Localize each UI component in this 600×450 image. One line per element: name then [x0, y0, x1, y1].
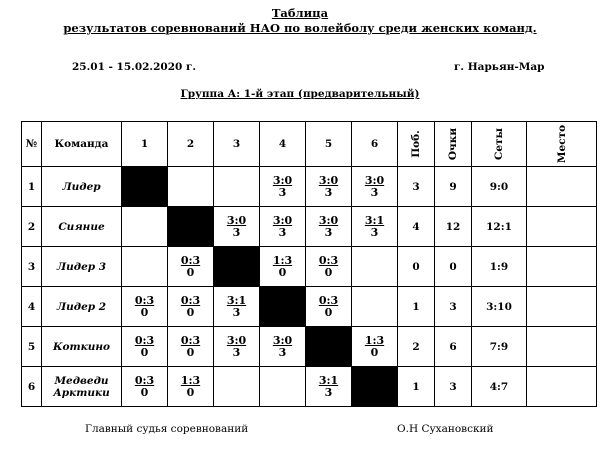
match-score: 0:3 [134, 293, 155, 307]
match-score: 0:3 [180, 333, 201, 347]
wins-value: 3 [398, 167, 435, 207]
match-cell [168, 367, 214, 407]
match-cell [122, 247, 168, 287]
match-points: 0 [140, 385, 149, 399]
sets-value: 7:9 [472, 327, 527, 367]
chief-judge-label: Главный судья соревнований [85, 423, 249, 435]
match-score: 0:3 [180, 293, 201, 307]
document-subtitle: результатов соревнований НАО по волейболу среди женских команд. [63, 21, 537, 35]
match-cell [214, 327, 260, 367]
place-value [527, 207, 597, 247]
match-points: 0 [186, 265, 195, 279]
match-points: 0 [324, 305, 333, 319]
match-cell [168, 287, 214, 327]
match-points: 3 [278, 185, 287, 199]
match-score: 3:0 [226, 213, 247, 227]
group-heading: Группа А: 1-й этап (предварительный) [180, 88, 420, 100]
match-result [135, 335, 154, 359]
match-cell [214, 167, 260, 207]
place-value [527, 247, 597, 287]
header-team: Команда [42, 122, 122, 167]
wins-value: 0 [398, 247, 435, 287]
header-wins [398, 122, 435, 167]
match-result [319, 375, 338, 399]
team-number: 5 [22, 327, 42, 367]
self-match-cell [260, 287, 306, 327]
place-value [527, 367, 597, 407]
match-result [273, 215, 292, 239]
match-points: 3 [324, 225, 333, 239]
match-cell [306, 207, 352, 247]
match-result [319, 175, 338, 199]
match-points: 3 [324, 185, 333, 199]
match-score: 3:0 [364, 173, 385, 187]
match-result [365, 335, 384, 359]
match-result [365, 215, 384, 239]
header-place-label: Место [555, 124, 568, 164]
match-cell [122, 327, 168, 367]
sets-value: 3:10 [472, 287, 527, 327]
match-cell [122, 287, 168, 327]
sets-value: 4:7 [472, 367, 527, 407]
match-score: 0:3 [318, 253, 339, 267]
match-points: 3 [232, 305, 241, 319]
match-points: 3 [278, 225, 287, 239]
match-cell [260, 367, 306, 407]
header-sets-label: Сеты [493, 127, 505, 161]
header-opponent-2: 2 [168, 122, 214, 167]
header-opponent-4: 4 [260, 122, 306, 167]
match-score: 3:0 [318, 213, 339, 227]
match-points: 3 [370, 185, 379, 199]
match-points: 0 [140, 345, 149, 359]
match-cell [306, 367, 352, 407]
team-name: Лидер [42, 167, 122, 207]
match-cell [352, 207, 398, 247]
match-cell [122, 207, 168, 247]
sets-value: 1:9 [472, 247, 527, 287]
table-row [22, 207, 597, 247]
wins-value: 4 [398, 207, 435, 247]
team-name: Медведи Арктики [42, 367, 122, 407]
header-num: № [22, 122, 42, 167]
competition-city: г. Нарьян-Мар [454, 61, 545, 73]
match-result [273, 335, 292, 359]
match-result [135, 295, 154, 319]
match-points: 0 [186, 385, 195, 399]
team-number: 2 [22, 207, 42, 247]
match-points: 0 [186, 305, 195, 319]
match-result [181, 295, 200, 319]
match-cell [352, 167, 398, 207]
match-cell [214, 287, 260, 327]
match-points: 3 [370, 225, 379, 239]
team-number: 4 [22, 287, 42, 327]
header-points-label: Очки [447, 127, 459, 161]
sets-value: 12:1 [472, 207, 527, 247]
header-opponent-1: 1 [122, 122, 168, 167]
match-cell [352, 287, 398, 327]
header-points [435, 122, 472, 167]
header-opponent-6: 6 [352, 122, 398, 167]
match-points: 3 [278, 345, 287, 359]
table-row [22, 327, 597, 367]
place-value [527, 327, 597, 367]
match-points: 0 [370, 345, 379, 359]
sets-value: 9:0 [472, 167, 527, 207]
points-value: 12 [435, 207, 472, 247]
match-score: 3:1 [364, 213, 385, 227]
self-match-cell [306, 327, 352, 367]
match-cell [214, 207, 260, 247]
match-cell [168, 327, 214, 367]
points-value: 0 [435, 247, 472, 287]
match-cell [260, 167, 306, 207]
match-result [181, 335, 200, 359]
match-score: 0:3 [318, 293, 339, 307]
header-sets [472, 122, 527, 167]
match-cell [306, 287, 352, 327]
results-table [21, 121, 597, 407]
match-score: 3:0 [226, 333, 247, 347]
match-cell [352, 247, 398, 287]
match-result [227, 295, 246, 319]
header-place [527, 122, 597, 167]
place-value [527, 167, 597, 207]
match-cell [168, 167, 214, 207]
match-result [273, 255, 292, 279]
header-wins-label: Поб. [410, 130, 422, 158]
points-value: 9 [435, 167, 472, 207]
team-number: 3 [22, 247, 42, 287]
team-name: Лидер 3 [42, 247, 122, 287]
match-score: 0:3 [180, 253, 201, 267]
match-points: 0 [278, 265, 287, 279]
match-points: 0 [140, 305, 149, 319]
self-match-cell [214, 247, 260, 287]
match-points: 3 [324, 385, 333, 399]
match-result [181, 375, 200, 399]
match-score: 1:3 [180, 373, 201, 387]
header-opponent-3: 3 [214, 122, 260, 167]
competition-dates: 25.01 - 15.02.2020 г. [72, 61, 197, 73]
match-result [227, 335, 246, 359]
match-score: 3:0 [272, 173, 293, 187]
team-number: 6 [22, 367, 42, 407]
match-result [319, 255, 338, 279]
match-cell [260, 207, 306, 247]
team-number: 1 [22, 167, 42, 207]
header-opponent-5: 5 [306, 122, 352, 167]
wins-value: 1 [398, 287, 435, 327]
table-row [22, 287, 597, 327]
match-score: 3:0 [272, 333, 293, 347]
match-result [227, 215, 246, 239]
match-points: 3 [232, 345, 241, 359]
match-cell [352, 327, 398, 367]
match-score: 1:3 [272, 253, 293, 267]
wins-value: 1 [398, 367, 435, 407]
points-value: 6 [435, 327, 472, 367]
match-result [273, 175, 292, 199]
match-result [319, 295, 338, 319]
match-result [319, 215, 338, 239]
match-cell [306, 167, 352, 207]
wins-value: 2 [398, 327, 435, 367]
match-score: 3:1 [226, 293, 247, 307]
match-cell [214, 367, 260, 407]
match-points: 3 [232, 225, 241, 239]
table-row [22, 247, 597, 287]
match-result [181, 255, 200, 279]
match-points: 0 [186, 345, 195, 359]
match-result [135, 375, 154, 399]
team-name: Лидер 2 [42, 287, 122, 327]
self-match-cell [352, 367, 398, 407]
match-result [365, 175, 384, 199]
match-cell [168, 247, 214, 287]
match-cell [260, 247, 306, 287]
chief-judge-name: О.Н Сухановский [397, 423, 494, 435]
team-name: Сияние [42, 207, 122, 247]
match-cell [306, 247, 352, 287]
match-score: 3:1 [318, 373, 339, 387]
match-cell [260, 327, 306, 367]
points-value: 3 [435, 287, 472, 327]
match-points: 0 [324, 265, 333, 279]
team-name: Коткино [42, 327, 122, 367]
self-match-cell [122, 167, 168, 207]
document-title: Таблица [271, 6, 329, 20]
match-score: 0:3 [134, 373, 155, 387]
match-cell [122, 367, 168, 407]
match-score: 0:3 [134, 333, 155, 347]
points-value: 3 [435, 367, 472, 407]
table-row [22, 167, 597, 207]
table-row [22, 367, 597, 407]
place-value [527, 287, 597, 327]
header-row [22, 122, 597, 167]
match-score: 3:0 [272, 213, 293, 227]
self-match-cell [168, 207, 214, 247]
match-score: 3:0 [318, 173, 339, 187]
match-score: 1:3 [364, 333, 385, 347]
